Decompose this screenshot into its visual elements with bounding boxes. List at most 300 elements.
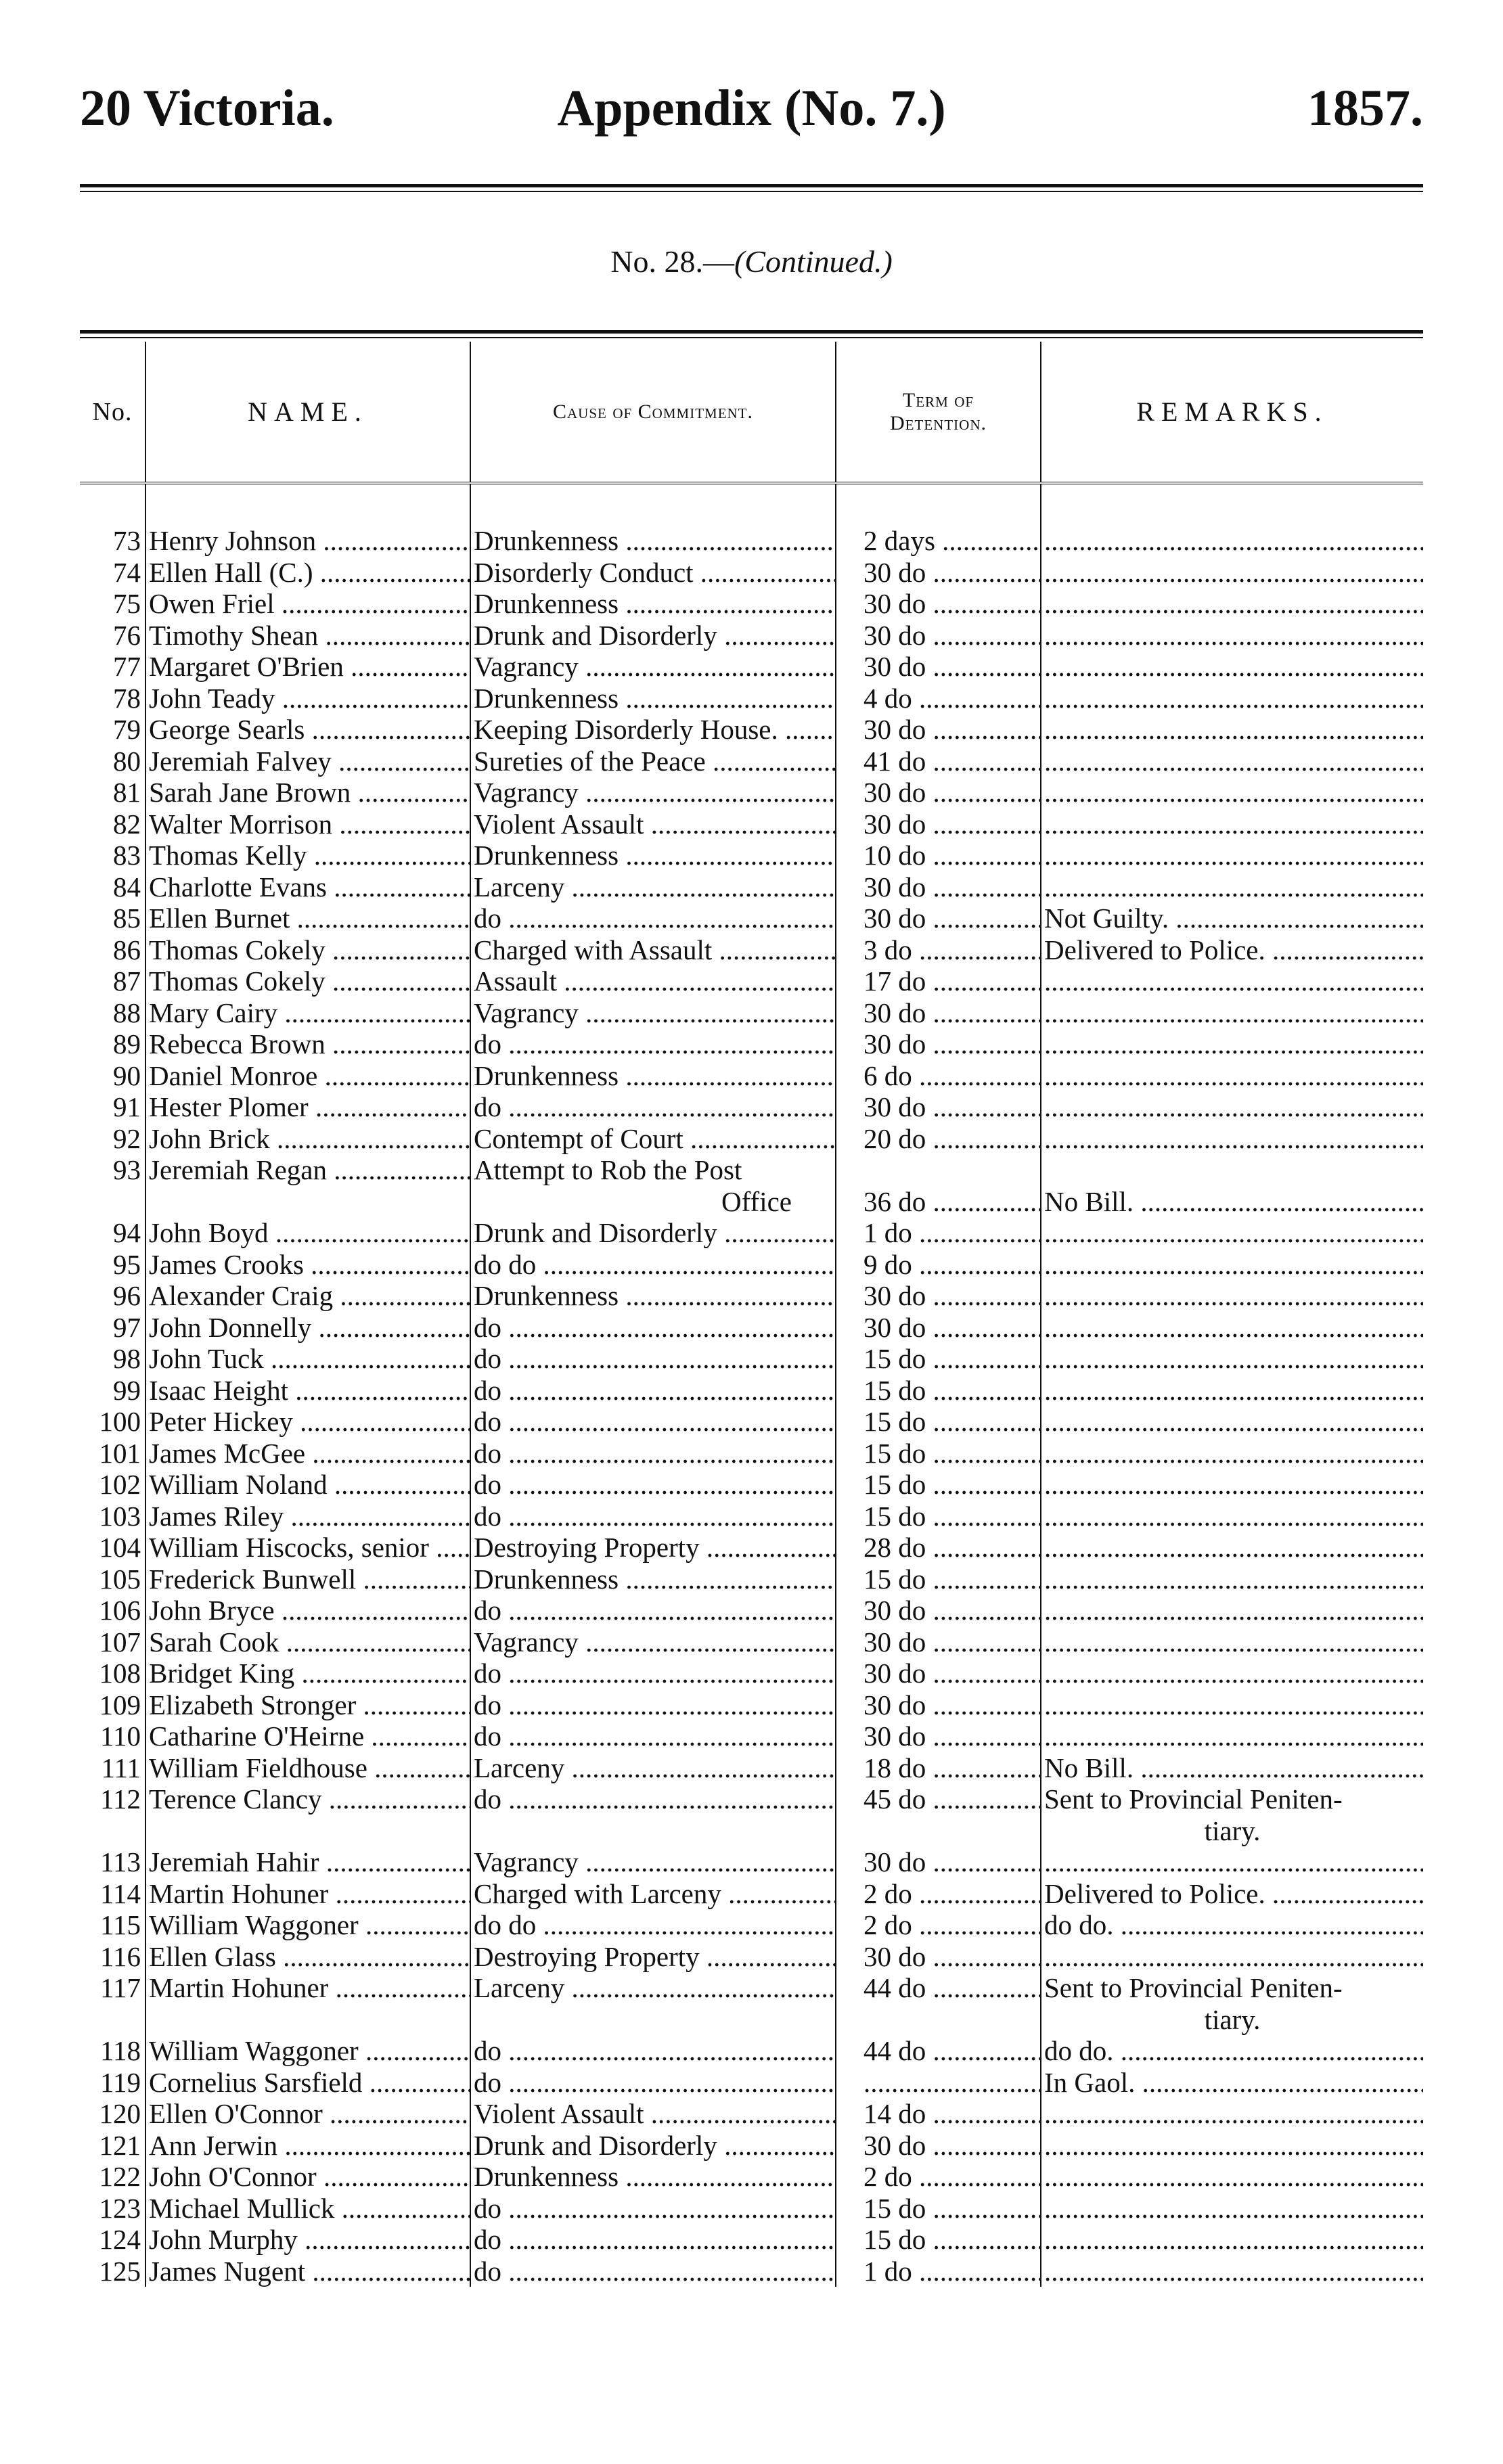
cause-text: do ..... (474, 1028, 836, 1059)
cause-of-commitment (470, 808, 836, 840)
prisoner-name (145, 871, 470, 903)
cause-text: Charged with Larceny ..... (474, 1878, 836, 1909)
remarks-text (1044, 2193, 1423, 2224)
cause-text: Charged with Assault ..... (474, 934, 836, 965)
remarks-text (1044, 651, 1423, 682)
row-number (80, 1312, 145, 1344)
prisoner-name (145, 683, 470, 714)
row-number (80, 903, 145, 934)
row-number (80, 1501, 145, 1532)
cause-of-commitment (470, 1689, 836, 1721)
spacer-cell (1041, 483, 1423, 525)
remarks (1041, 1249, 1423, 1281)
term-text: 30 do ..... (863, 588, 1041, 619)
prisoner-name-text: Catharine O'Heirne ..... (149, 1720, 470, 1752)
row-number (80, 1878, 145, 1910)
remarks-text (1044, 840, 1423, 871)
remarks-text (1044, 1626, 1423, 1658)
term-text: 15 do ..... (863, 2224, 1041, 2255)
table-row (80, 1501, 1423, 1532)
term-of-detention (836, 1312, 1041, 1344)
prisoner-name (145, 2067, 470, 2099)
prisoner-name (145, 1783, 470, 1846)
spacer-cell (145, 483, 470, 525)
remarks (1041, 1658, 1423, 1689)
term-of-detention (836, 1028, 1041, 1060)
term-of-detention (836, 1658, 1041, 1689)
table-row (80, 2035, 1423, 2067)
term-of-detention (836, 808, 1041, 840)
term-of-detention (836, 1438, 1041, 1469)
remarks (1041, 620, 1423, 652)
cause-text: do ..... (474, 1438, 836, 1469)
term-of-detention (836, 1532, 1041, 1564)
row-number (80, 1375, 145, 1407)
remarks (1041, 525, 1423, 557)
term-of-detention (836, 934, 1041, 966)
cause-text: Vagrancy ..... (474, 777, 836, 808)
prisoner-name-text: Ellen O'Connor ..... (149, 2098, 470, 2129)
commitment-register-table (80, 342, 1423, 2287)
remarks (1041, 1154, 1423, 1217)
row-number (80, 1123, 145, 1155)
row-number (80, 683, 145, 714)
remarks-text (1044, 1091, 1423, 1122)
prisoner-name-text: John Boyd ..... (149, 1217, 470, 1248)
remarks (1041, 1720, 1423, 1752)
row-number (80, 965, 145, 997)
table-row (80, 1438, 1423, 1469)
prisoner-name (145, 1406, 470, 1438)
prisoner-name-text: Martin Hohuner ..... (149, 1972, 470, 2003)
table-row (80, 1028, 1423, 1060)
cause-text: Vagrancy ..... (474, 1846, 836, 1877)
cause-of-commitment (470, 2067, 836, 2099)
prisoner-name (145, 2256, 470, 2287)
remarks-text: Delivered to Police. ..... (1044, 934, 1423, 965)
cause-text: do ..... (474, 2256, 836, 2287)
cause-text: do ..... (474, 903, 836, 934)
term-text: 30 do ..... (863, 871, 1041, 903)
term-text: 4 do ..... (863, 683, 1041, 714)
cause-of-commitment (470, 651, 836, 683)
row-number-text: 74 (113, 556, 141, 588)
term-of-detention (836, 2035, 1041, 2067)
row-number (80, 1720, 145, 1752)
prisoner-name (145, 1752, 470, 1784)
cause-of-commitment (470, 997, 836, 1029)
term-of-detention (836, 2224, 1041, 2256)
cause-text: do do ..... (474, 1249, 836, 1280)
prisoner-name (145, 2224, 470, 2256)
term-of-detention (836, 1909, 1041, 1941)
remarks-text: In Gaol. ..... (1044, 2067, 1423, 2098)
prisoner-name-text: Isaac Height ..... (149, 1375, 470, 1406)
row-number-text: 116 (100, 1940, 141, 1972)
term-text: 6 do ..... (863, 1060, 1041, 1091)
remarks (1041, 2224, 1423, 2256)
table-row (80, 1783, 1423, 1846)
prisoner-name (145, 1720, 470, 1752)
row-number (80, 588, 145, 620)
header-appendix: Appendix (No. 7.) (557, 80, 946, 137)
table-row (80, 808, 1423, 840)
table-row (80, 1720, 1423, 1752)
row-number-text: 93 (113, 1154, 141, 1185)
term-text: 20 do ..... (863, 1123, 1041, 1154)
row-number-text: 94 (113, 1217, 141, 1248)
prisoner-name (145, 840, 470, 871)
term-of-detention (836, 1501, 1041, 1532)
cause-of-commitment (470, 746, 836, 777)
row-number (80, 1343, 145, 1375)
term-text: 30 do ..... (863, 1028, 1041, 1059)
spacer-cell (836, 483, 1041, 525)
table-row (80, 557, 1423, 589)
prisoner-name-text: Bridget King ..... (149, 1658, 470, 1689)
cause-text: do ..... (474, 1501, 836, 1532)
cause-of-commitment (470, 1941, 836, 1973)
subtitle-note: (Continued.) (734, 244, 893, 279)
table-row (80, 746, 1423, 777)
term-text: 10 do ..... (863, 840, 1041, 871)
remarks-text (1044, 2256, 1423, 2287)
table-row (80, 1941, 1423, 1973)
cause-of-commitment (470, 1249, 836, 1281)
prisoner-name (145, 1343, 470, 1375)
term-of-detention (836, 871, 1041, 903)
row-number (80, 1091, 145, 1123)
table-row (80, 1846, 1423, 1878)
prisoner-name-text: William Waggoner ..... (149, 1909, 470, 1940)
cause-text: Drunkenness ..... (474, 1280, 836, 1311)
remarks (1041, 2193, 1423, 2225)
term-text: 30 do ..... (863, 1658, 1041, 1689)
prisoner-name (145, 1658, 470, 1689)
row-number (80, 1249, 145, 1281)
term-of-detention (836, 557, 1041, 589)
prisoner-name-text: William Waggoner ..... (149, 2035, 470, 2066)
table-row (80, 2161, 1423, 2193)
column-header-term (836, 342, 1041, 483)
cause-text: Drunkenness ..... (474, 1060, 836, 1091)
remarks-text (1044, 1375, 1423, 1406)
term-text: 30 do ..... (863, 1846, 1041, 1877)
remarks (1041, 588, 1423, 620)
row-number (80, 2130, 145, 2162)
row-number-text: 112 (100, 1783, 141, 1815)
remarks (1041, 2130, 1423, 2162)
prisoner-name-text: Frederick Bunwell ..... (149, 1564, 470, 1595)
term-text: 30 do ..... (863, 1312, 1041, 1343)
term-of-detention (836, 1091, 1041, 1123)
table-row (80, 683, 1423, 714)
remarks (1041, 1343, 1423, 1375)
row-number-text: 86 (113, 934, 141, 965)
term-of-detention (836, 525, 1041, 557)
prisoner-name-text: Thomas Kelly ..... (149, 840, 470, 871)
remarks-text (1044, 557, 1423, 588)
term-text: 18 do ..... (863, 1752, 1041, 1783)
prisoner-name (145, 588, 470, 620)
cause-of-commitment (470, 1595, 836, 1626)
term-text: 30 do ..... (863, 1280, 1041, 1311)
term-text: 30 do ..... (863, 714, 1041, 745)
prisoner-name-text: Henry Johnson ..... (149, 525, 470, 556)
table-subtitle (80, 244, 1423, 279)
remarks (1041, 714, 1423, 746)
remarks-text (1044, 683, 1423, 714)
cause-of-commitment (470, 1846, 836, 1878)
remarks (1041, 997, 1423, 1029)
term-of-detention (836, 1846, 1041, 1878)
cause-text: do ..... (474, 2067, 836, 2098)
row-number (80, 1595, 145, 1626)
prisoner-name (145, 1532, 470, 1564)
table-row (80, 1280, 1423, 1312)
row-number (80, 1626, 145, 1658)
cause-text: Drunkenness ..... (474, 2161, 836, 2192)
term-of-detention (836, 1878, 1041, 1910)
cause-text: Disorderly Conduct ..... (474, 557, 836, 588)
row-number (80, 714, 145, 746)
term-header-line1: Term of (902, 388, 974, 411)
term-text: 15 do ..... (863, 2193, 1041, 2224)
cause-of-commitment (470, 777, 836, 808)
cause-of-commitment (470, 1091, 836, 1123)
cause-text: do ..... (474, 1783, 836, 1815)
term-of-detention (836, 2067, 1041, 2099)
cause-of-commitment (470, 1878, 836, 1910)
row-number (80, 2067, 145, 2099)
remarks-text: do do. ..... (1044, 2035, 1423, 2066)
row-number-text: 107 (99, 1626, 141, 1658)
cause-of-commitment (470, 1752, 836, 1784)
row-number (80, 1564, 145, 1595)
prisoner-name (145, 525, 470, 557)
row-number-text: 111 (101, 1752, 141, 1783)
prisoner-name-text: James McGee ..... (149, 1438, 470, 1469)
prisoner-name (145, 1438, 470, 1469)
row-number (80, 1972, 145, 2035)
prisoner-name (145, 934, 470, 966)
term-text: 28 do ..... (863, 1532, 1041, 1563)
prisoner-name-text: John O'Connor ..... (149, 2161, 470, 2192)
term-of-detention (836, 1595, 1041, 1626)
prisoner-name-text: John Murphy ..... (149, 2224, 470, 2255)
row-number-text: 102 (99, 1469, 141, 1500)
term-of-detention (836, 840, 1041, 871)
column-header-name: NAME. (145, 342, 470, 483)
row-number-text: 99 (113, 1374, 141, 1406)
cause-of-commitment (470, 2035, 836, 2067)
column-header-cause: Cause of Commitment. (470, 342, 836, 483)
term-text: 30 do ..... (863, 557, 1041, 588)
remarks (1041, 1438, 1423, 1469)
remarks (1041, 1752, 1423, 1784)
prisoner-name (145, 651, 470, 683)
term-of-detention (836, 1783, 1041, 1846)
table-row (80, 1249, 1423, 1281)
row-number-text: 81 (113, 777, 141, 808)
table-row (80, 620, 1423, 652)
remarks (1041, 871, 1423, 903)
remarks (1041, 2256, 1423, 2287)
term-text: 30 do ..... (863, 1626, 1041, 1658)
prisoner-name (145, 1280, 470, 1312)
prisoner-name-text: Sarah Cook ..... (149, 1626, 470, 1658)
row-number (80, 620, 145, 652)
term-text: 15 do ..... (863, 1343, 1041, 1374)
remarks-text (1044, 808, 1423, 840)
remarks-text (1044, 1312, 1423, 1343)
row-number (80, 777, 145, 808)
register-body (80, 525, 1423, 2287)
prisoner-name (145, 620, 470, 652)
cause-text: Keeping Disorderly House. ..... (474, 714, 836, 745)
term-of-detention (836, 997, 1041, 1029)
row-number-text: 88 (113, 997, 141, 1028)
cause-text: Violent Assault ..... (474, 2098, 836, 2129)
remarks-text (1044, 965, 1423, 997)
cause-text-continued: Office (721, 1185, 792, 1217)
page-header (80, 71, 1423, 145)
prisoner-name-text: Rebecca Brown ..... (149, 1028, 470, 1059)
remarks-text (1044, 1469, 1423, 1500)
term-text: 1 do ..... (863, 2256, 1041, 2287)
remarks-text (1044, 1941, 1423, 1972)
prisoner-name-text: John Bryce ..... (149, 1595, 470, 1626)
table-row (80, 1909, 1423, 1941)
row-number (80, 651, 145, 683)
prisoner-name-text: William Noland ..... (149, 1469, 470, 1500)
prisoner-name (145, 1501, 470, 1532)
row-number-text: 75 (113, 588, 141, 619)
cause-text: Drunk and Disorderly ..... (474, 2130, 836, 2161)
prisoner-name (145, 2161, 470, 2193)
term-text: 41 do ..... (863, 746, 1041, 777)
remarks (1041, 1217, 1423, 1249)
term-text: 30 do ..... (863, 2130, 1041, 2161)
cause-of-commitment (470, 1783, 836, 1846)
cause-of-commitment (470, 903, 836, 934)
row-number-text: 110 (100, 1720, 141, 1752)
row-number-text: 76 (113, 619, 141, 651)
prisoner-name-text: Cornelius Sarsfield ..... (149, 2067, 470, 2098)
remarks (1041, 1091, 1423, 1123)
prisoner-name-text: Sarah Jane Brown ..... (149, 777, 470, 808)
term-text: 30 do ..... (863, 620, 1041, 651)
prisoner-name-text: Margaret O'Brien ..... (149, 651, 470, 682)
cause-of-commitment (470, 525, 836, 557)
remarks (1041, 1532, 1423, 1564)
prisoner-name-text: Peter Hickey ..... (149, 1406, 470, 1437)
row-number (80, 1154, 145, 1217)
cause-of-commitment (470, 934, 836, 966)
row-number-text: 109 (99, 1689, 141, 1720)
term-of-detention (836, 2098, 1041, 2130)
prisoner-name-text: George Searls ..... (149, 714, 470, 745)
remarks-text (1044, 1438, 1423, 1469)
cause-of-commitment (470, 1375, 836, 1407)
table-header-row (80, 342, 1423, 483)
row-number-text: 73 (113, 525, 141, 556)
term-text: 30 do ..... (863, 903, 1041, 934)
prisoner-name (145, 997, 470, 1029)
term-text: 30 do ..... (863, 1720, 1041, 1752)
table-row (80, 2224, 1423, 2256)
term-text: 1 do ..... (863, 1217, 1041, 1248)
term-text: 30 do ..... (863, 1941, 1041, 1972)
prisoner-name (145, 1941, 470, 1973)
remarks (1041, 1909, 1423, 1941)
row-number-text: 82 (113, 808, 141, 840)
term-of-detention (836, 2161, 1041, 2193)
row-number (80, 1280, 145, 1312)
remarks (1041, 1406, 1423, 1438)
remarks (1041, 746, 1423, 777)
row-number-text: 78 (113, 682, 141, 714)
cause-of-commitment (470, 1972, 836, 2035)
prisoner-name-text: Ellen Hall (C.) ..... (149, 557, 470, 588)
remarks-text (1044, 1028, 1423, 1059)
row-number-text: 101 (99, 1437, 141, 1469)
prisoner-name (145, 1217, 470, 1249)
cause-text: do ..... (474, 1689, 836, 1720)
row-number-text: 79 (113, 714, 141, 745)
prisoner-name (145, 1028, 470, 1060)
cause-of-commitment (470, 2193, 836, 2225)
row-number (80, 934, 145, 966)
header-session: 20 Victoria. (80, 80, 334, 137)
table-row (80, 871, 1423, 903)
prisoner-name-text: Jeremiah Regan ..... (149, 1154, 470, 1185)
term-text: 36 do ..... (863, 1186, 1041, 1217)
row-number-text: 96 (113, 1280, 141, 1311)
remarks-text-continued: tiary. (1204, 2003, 1261, 2035)
cause-of-commitment (470, 557, 836, 589)
remarks (1041, 1846, 1423, 1878)
cause-text: do ..... (474, 1406, 836, 1437)
cause-of-commitment (470, 840, 836, 871)
prisoner-name-text: John Brick ..... (149, 1123, 470, 1154)
prisoner-name (145, 2193, 470, 2225)
row-number (80, 1846, 145, 1878)
remarks-text (1044, 1123, 1423, 1154)
remarks (1041, 808, 1423, 840)
cause-text: Violent Assault ..... (474, 808, 836, 840)
table-row (80, 1123, 1423, 1155)
term-text: 3 do ..... (863, 934, 1041, 965)
remarks-text (1044, 714, 1423, 745)
remarks-text: do do. ..... (1044, 1909, 1423, 1940)
header-year: 1857. (1307, 80, 1423, 137)
cause-text: Vagrancy ..... (474, 651, 836, 682)
prisoner-name-text: William Fieldhouse ..... (149, 1752, 470, 1783)
table-row (80, 1343, 1423, 1375)
remarks-text (1044, 746, 1423, 777)
term-of-detention (836, 1123, 1041, 1155)
cause-of-commitment (470, 714, 836, 746)
row-number-text: 113 (100, 1846, 141, 1877)
table-row (80, 1752, 1423, 1784)
prisoner-name-text: James Crooks ..... (149, 1249, 470, 1280)
remarks (1041, 1972, 1423, 2035)
prisoner-name (145, 808, 470, 840)
term-of-detention (836, 2256, 1041, 2287)
row-number (80, 1532, 145, 1564)
term-text: 30 do ..... (863, 808, 1041, 840)
